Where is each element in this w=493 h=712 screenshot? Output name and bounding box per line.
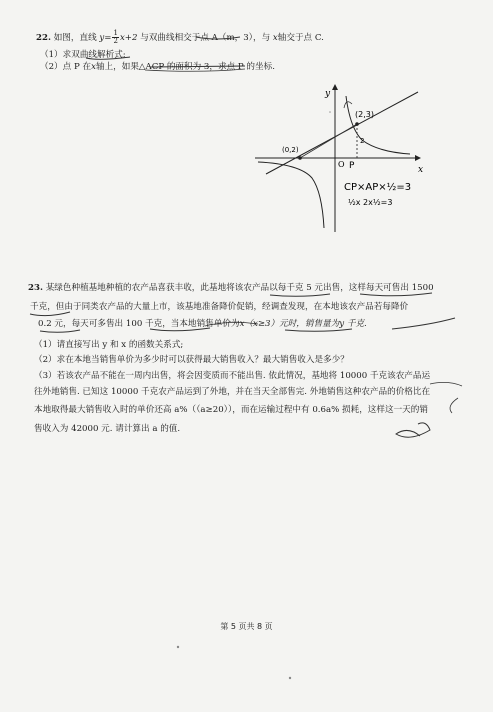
q22-part1: （1）求双曲线解析式; (40, 50, 126, 60)
speck (329, 111, 331, 113)
origin-label: O (338, 160, 345, 169)
point-p-label: P (349, 161, 355, 171)
q23-part2: （2）求在本地当销售单价为多少时可以获得最大销售收入？最大销售收入是多少？ (34, 355, 349, 365)
q23-line3 (38, 319, 367, 329)
underline-0-2 (40, 330, 80, 332)
pen-mark-2 (430, 382, 462, 386)
underline-kg (30, 312, 70, 316)
q23-part1: （1）请直接写出 y 和 x 的函数关系式; (34, 340, 184, 350)
y-axis-label: y (325, 89, 331, 99)
q22-part2-b: 轴上，如果△ACP 的面积为 3，求点 P 的坐标. (95, 62, 275, 72)
q23-line1-text: 某绿色种植基地种植的农产品喜获丰收，此基地将该农产品以每千克 5 元出售，这样每天可售出 1500 (45, 283, 434, 293)
x-axis-arrow (415, 155, 421, 161)
speck (177, 646, 179, 648)
pen-mark-3 (450, 398, 458, 413)
q23-line2: 千克，但由于同类农产品的大量上市，该基地准备降价促销，经调查发现，在本地该农产品若每降价 (30, 302, 409, 312)
question-22-number: 22. (36, 33, 51, 43)
question-23-number: 23. (28, 283, 43, 293)
point-a (355, 122, 359, 126)
point-c (298, 156, 302, 160)
q22-eq-rest: x+2 (119, 33, 138, 43)
underline-part1 (86, 57, 130, 59)
y-axis-arrow (332, 84, 338, 90)
q22-stem-c: 轴交于点 C. (277, 33, 324, 43)
handwritten-note-1: CP×AP×½=3 (344, 182, 412, 193)
height-label: 2 (360, 137, 365, 145)
pen-scribble (396, 423, 430, 437)
strike-part2 (150, 66, 245, 67)
underline-price (270, 294, 330, 296)
q22-frac-num: 1 (113, 29, 118, 37)
q23-part3-line2: 往外地销售. 已知这 10000 千克农产品运到了外地，并在当天全部售完. 外地销售这种农产品的价格比在 (34, 387, 431, 397)
x-axis-label: x (418, 165, 424, 175)
triangle-side (300, 124, 357, 158)
q22-frac-den: 2 (113, 37, 118, 45)
point-c-label: (0,2) (282, 146, 299, 154)
underline-part2 (145, 69, 245, 71)
q22-stem-b: 与双曲线相交于点 A（m，3），与 (140, 33, 271, 43)
underline-sales (360, 293, 432, 296)
q23-line3-b: x（x≥3）元时，销售量为 (239, 319, 340, 329)
q23-line3-c: y 千克. (339, 319, 367, 329)
q22-part2-a: （2）点 P 在 (40, 62, 92, 72)
q23-part3-line3: 本地取得最大销售收入时的单价还高 a%（（a≥20）），而在运输过程中有 0.6a% 损耗，这样这一天的销 (34, 405, 428, 415)
underline-y (392, 318, 455, 329)
underline-equation (196, 37, 240, 39)
handwritten-note-2: ½x 2x½=3 (348, 198, 393, 207)
q23-part3-line4: 售收入为 42000 元. 请计算出 a 的值. (34, 424, 181, 434)
point-a-label: (2,3) (355, 110, 374, 119)
page-footer: 第 5 页共 8 页 (220, 622, 273, 631)
q23-part3-line1: （3）若该农产品不能在一周内出售，将会因变质而不能出售. 依此情况，基地将 10000 千克该农产品运 (34, 371, 431, 381)
underline-x (285, 329, 352, 331)
q22-part2-x: x (91, 62, 96, 72)
q22-stem-a: 如图，直线 (53, 33, 97, 43)
q23-line1 (28, 283, 434, 293)
speck (289, 677, 291, 679)
q23-line3-a: 0.2 元，每天可多售出 100 千克，当本地销售单价为 (38, 319, 240, 329)
q22-x-var: x (272, 33, 278, 43)
hyperbola-branch-2 (258, 162, 324, 228)
q22-eq-y: y= (99, 33, 112, 43)
